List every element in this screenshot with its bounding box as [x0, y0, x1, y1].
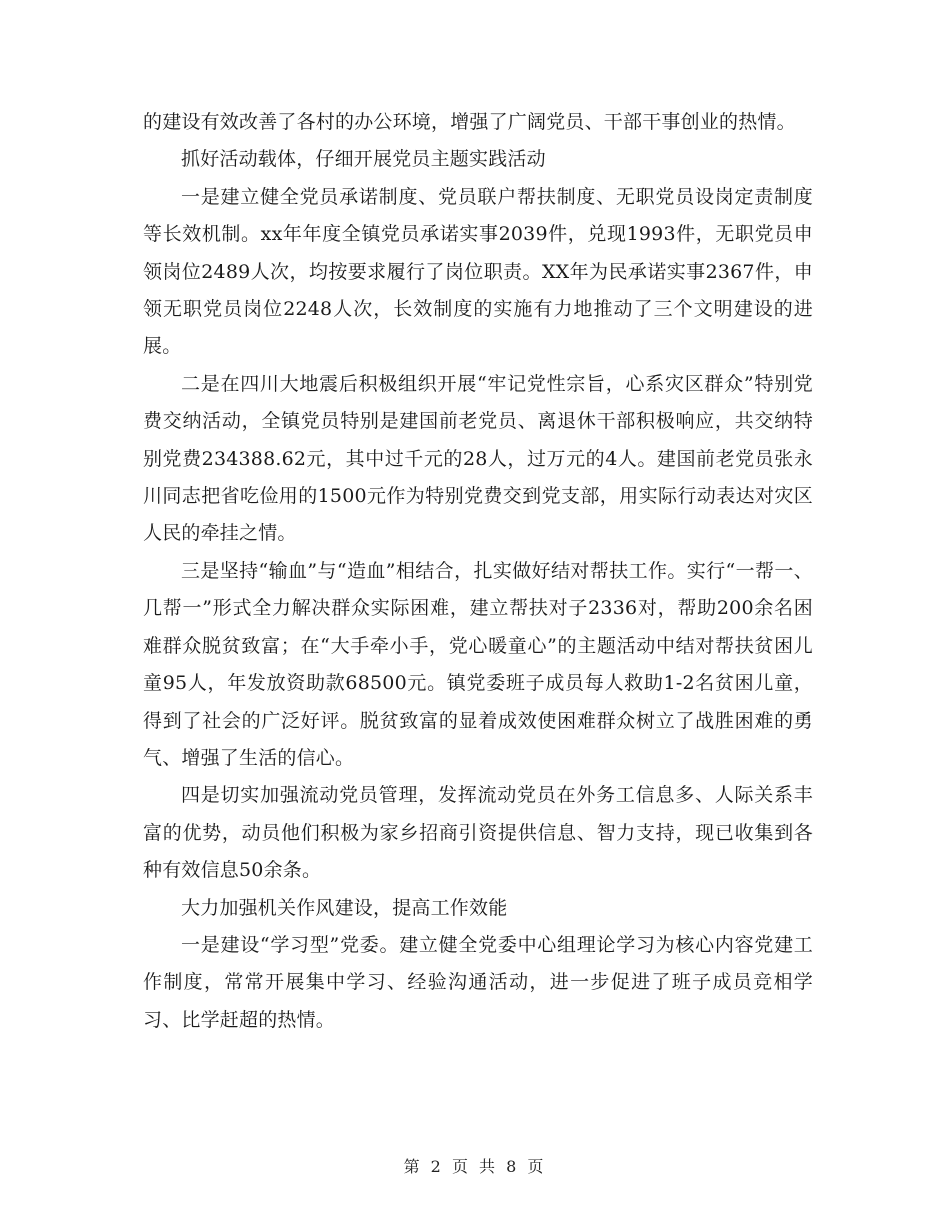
paragraph-learning-committee: 一是建设“学习型”党委。建立健全党委中心组理论学习为核心内容党建工作制度，常常开展集中学习、经验沟通活动，进一步促进了班子成员竞相学习、比学赶超的热情。 [143, 933, 813, 1031]
paragraph-assistance: 三是坚持“输血”与“造血”相结合，扎实做好结对帮扶工作。实行“一帮一、几帮一”形式全力解决群众实际困难，建立帮扶对子2336对，帮助200余名困难群众脱贫致富；在“大手牵小手，党心暖童心”的主题活动中结对帮扶贫困儿童95人，年发放资助款68500元。镇党委班子成员每人救助1-2名贫困儿童，得到了社会的广泛好评。脱贫致富的显着成效使困难群众树立了战胜困难的勇气、增强了生活的信心。 [143, 559, 813, 769]
section-heading-work-style: 大力加强机关作风建设，提高工作效能 [181, 896, 508, 919]
paragraph-1: 的建设有效改善了各村的办公环境，增强了广阔党员、干部干事创业的热情。 [143, 111, 796, 133]
paragraph-special-dues: 二是在四川大地震后积极组织开展“牢记党性宗旨，心系灾区群众”特别党费交纳活动，全镇党员特别是建国前老党员、离退休干部积极响应，共交纳特别党费234388.62元，其中过千元的28人，过万元的4人。建国前老党员张永川同志把省吃俭用的1500元作为特别党费交到党支部，用实际行动表达对灾区人民的牵挂之情。 [143, 372, 813, 545]
paragraph-commitment-system: 一是建立健全党员承诺制度、党员联户帮扶制度、无职党员设岗定责制度等长效机制。xx年年度全镇党员承诺实事2039件，兑现1993件，无职党员申领岗位2489人次，均按要求履行了岗位职责。XX年为民承诺实事2367件，申领无职党员岗位2248人次，长效制度的实施有力地推动了三个文明建设的进展。 [143, 185, 813, 358]
section-heading-activity: 抓好活动载体，仔细开展党员主题实践活动 [181, 148, 546, 171]
page-number-footer: 第 2 页 共 8 页 [403, 1157, 547, 1176]
paragraph-mobile-members: 四是切实加强流动党员管理，发挥流动党员在外务工信息多、人际关系丰富的优势，动员他们积极为家乡招商引资提供信息、智力支持，现已收集到各种有效信息50余条。 [143, 784, 813, 882]
document-body [143, 104, 813, 1039]
